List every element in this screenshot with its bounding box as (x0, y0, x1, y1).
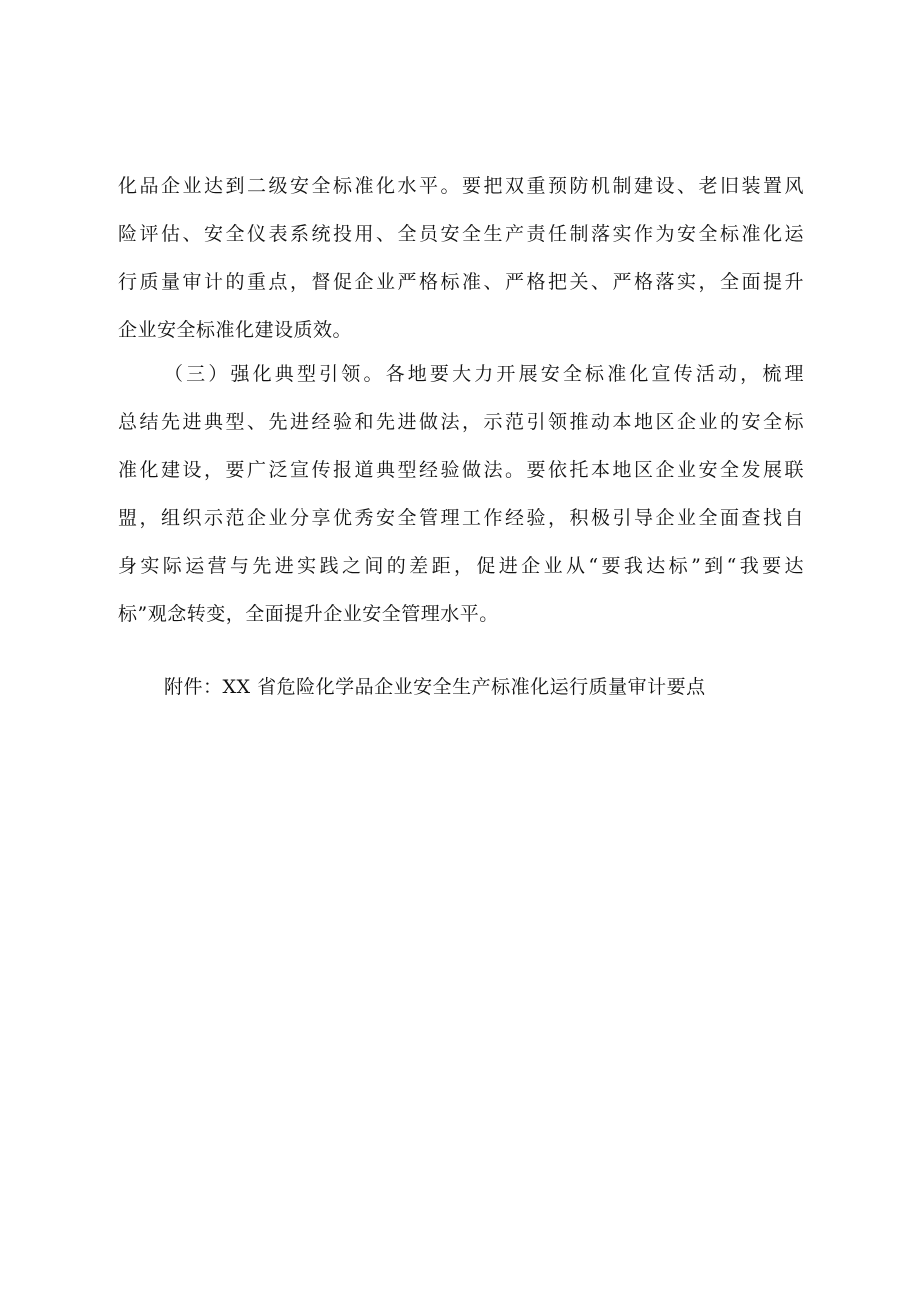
paragraph-line: 险评估、安全仪表系统投用、全员安全生产责任制落实作为安全标准化运 (118, 223, 804, 245)
paragraph-continuation (118, 162, 804, 354)
paragraph-line: 标”观念转变，全面提升企业安全管理水平。 (118, 603, 499, 625)
paragraph-line: （三）强化典型引领。各地要大力开展安全标准化宣传活动，梳理 (164, 363, 804, 385)
paragraph-line: 企业安全标准化建设质效。 (118, 319, 353, 341)
paragraph-line: 行质量审计的重点，督促企业严格标准、严格把关、严格落实，全面提升 (118, 271, 804, 293)
paragraph-section-3 (118, 350, 804, 638)
attachment-note: 附件：XX 省危险化学品企业安全生产标准化运行质量审计要点 (164, 676, 706, 698)
paragraph-line: 身实际运营与先进实践之间的差距，促进企业从“要我达标”到“我要达 (118, 555, 804, 577)
paragraph-line: 准化建设，要广泛宣传报道典型经验做法。要依托本地区企业安全发展联 (118, 459, 804, 481)
paragraph-line: 盟，组织示范企业分享优秀安全管理工作经验，积极引导企业全面查找自 (118, 507, 804, 529)
paragraph-line: 化品企业达到二级安全标准化水平。要把双重预防机制建设、老旧装置风 (118, 175, 804, 197)
paragraph-line: 总结先进典型、先进经验和先进做法，示范引领推动本地区企业的安全标 (118, 411, 804, 433)
